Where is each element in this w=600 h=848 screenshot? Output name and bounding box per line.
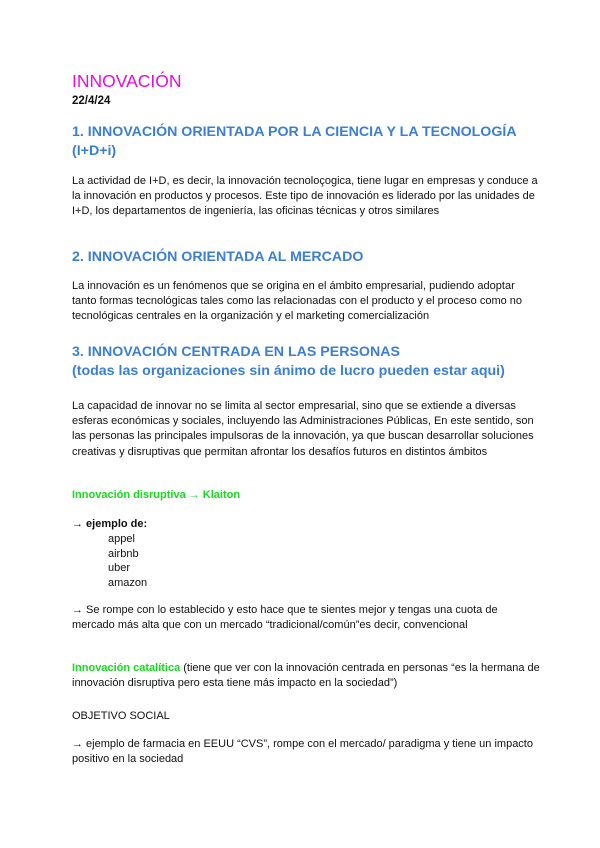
social-objective: OBJETIVO SOCIAL bbox=[72, 710, 170, 722]
section-1-text: La actividad de I+D, es decir, la innovación tecnoloçogica, tiene lugar en empresas y conduce a la innovación en productos y procesos. Este tipo de innovación es liderado por las unidades de I+D, los departamentos de ingeniería, las oficinas técnicas y otros similares bbox=[72, 175, 538, 218]
section-1-heading-line-2: (I+D+i) bbox=[72, 143, 117, 159]
section-3-text: La capacidad de innovar no se limita al sector empresarial, sino que se extiende a diversas esferas económicas y sociales, incluyendo las Administraciones Públicas, En este sentido, son las personas las principales impulsoras de la innovación, ya que buscan desarrollar soluciones creativas y disruptivas que permitan afrontar los desafíos futuros en distintos ámbitos bbox=[72, 400, 534, 458]
document-title: INNOVACIÓN bbox=[72, 71, 182, 91]
section-1-heading bbox=[72, 123, 542, 161]
list-item: appel bbox=[108, 533, 135, 545]
pharmacy-example-text: → ejemplo de farmacia en EEUU “CVS”, rompe con el mercado/ paradigma y tiene un impacto positivo en la sociedad bbox=[72, 738, 533, 766]
list-item: amazon bbox=[108, 576, 148, 589]
disruptive-innovation-label: Innovación disruptiva → Klaiton bbox=[72, 489, 241, 501]
example-list bbox=[108, 532, 147, 590]
section-1-heading-line-1: 1. INNOVACIÓN ORIENTADA POR LA CIENCIA Y LA TECNOLOGÍA bbox=[72, 124, 517, 140]
section-2-text: La innovación es un fenómenos que se origina en el ámbito empresarial, pudiendo adoptar tanto formas tecnológicas tales como las relacionadas con el producto y el proceso como no tecnológicas centrales en la organización y el marketing comercialización bbox=[72, 280, 523, 323]
disruptive-innovation-text: → Se rompe con lo establecido y esto hace que te sientes mejor y tengas una cuota de mercado más alta que con un mercado “tradicional/común”es decir, convencional bbox=[72, 604, 498, 632]
example-label: → ejemplo de: bbox=[72, 518, 148, 530]
list-item: uber bbox=[108, 562, 131, 575]
catalytic-innovation-text: (tiene que ver con la innovación centrada en personas “es la hermana de innovación disruptiva pero esta tiene más impacto en la sociedad”) bbox=[72, 662, 540, 690]
catalytic-innovation-label: Innovación catalítica bbox=[72, 662, 181, 674]
catalytic-innovation-paragraph bbox=[72, 661, 540, 691]
document-date: 22/4/24 bbox=[72, 95, 111, 107]
section-3-heading-line-2: (todas las organizaciones sin ánimo de lucro pueden estar aqui) bbox=[72, 363, 505, 379]
section-2-heading: 2. INNOVACIÓN ORIENTADA AL MERCADO bbox=[72, 249, 364, 265]
section-3-heading-line-1: 3. INNOVACIÓN CENTRADA EN LAS PERSONAS bbox=[72, 344, 400, 360]
section-3-heading bbox=[72, 343, 542, 381]
list-item: airbnb bbox=[108, 547, 139, 560]
